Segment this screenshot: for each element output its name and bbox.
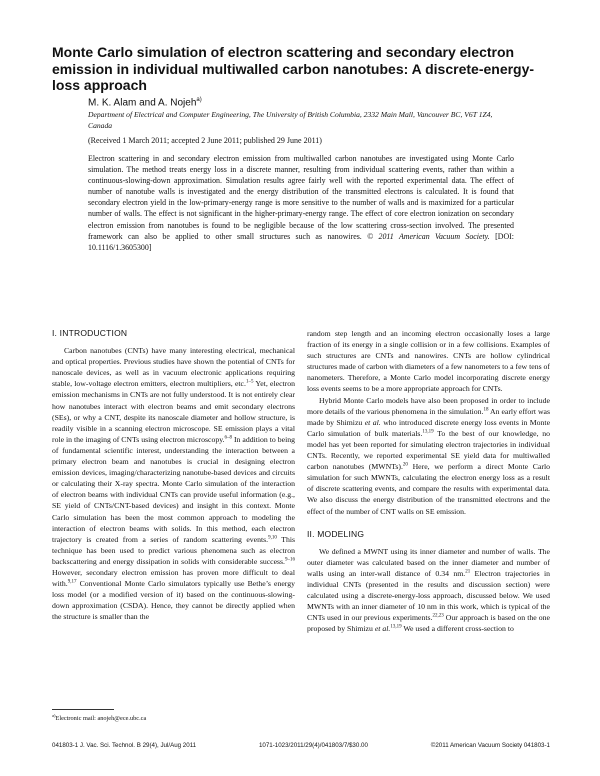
page-footer (52, 742, 550, 749)
citation[interactable]: 9,10 (268, 535, 277, 541)
intro-text-1: Carbon nanotubes (CNTs) have many interesting electrical, mechanical and optical properties. Previous studies have shown the potential of CNTs for nanoscale devices, as well as in vacuum electronic applications requiring stable, low-voltage electron emitters, electron multipliers, etc. (52, 346, 295, 389)
modeling-text-2: Electron trajectories in individual CNTs (presented in the results and discussion section) were calculated using a discrete-energy-loss approach, discussed below. We used MWNTs with an inner diameter of 10 nm in this work, which is typical of the CNTs used in our previous experiments. (307, 568, 550, 623)
modeling-paragraph (307, 546, 550, 635)
right-column (307, 328, 550, 634)
modeling-text-4: We used a different cross-section to (401, 624, 514, 634)
author-line (88, 97, 202, 108)
abstract-copyright: © 2011 American Vacuum Society. (367, 231, 490, 241)
hybrid-text-2: An early effort was made by Shimizu (307, 406, 550, 427)
left-column (52, 328, 295, 622)
hybrid-text-1: Hybrid Monte Carlo models have also been proposed in order to include more details of the various phenomena in the simulation. (307, 395, 550, 416)
citation[interactable]: 1–5 (245, 379, 254, 385)
intro-paragraph (52, 345, 295, 622)
section-heading-modeling: II. MODELING (307, 528, 365, 539)
authors: M. K. Alam and A. Nojeh (88, 97, 197, 109)
abstract-text: Electron scattering in and secondary electron emission from multiwalled carbon nanotubes are investigated using Monte Carlo simulation. The method treats energy loss in a discrete manner, resulting from individual scattering events, rather than within a continuous-slowing-down approximation. Simulation results agree fairly well with the reported experimental data. The effect of number of nanotube walls is investigated and the energy distribution of the transmitted electrons is calculated. It is found that secondary electron yield in the low-primary-energy range is more sensitive to the number of walls and is maximized for a particular number of walls. The effect is not significant in the higher-primary-energy range. The effect of core electron ionization on secondary electron emission from nanotubes is found to be negligible because of the low scattering cross-section involved. The presented framework can also be applied to other small structures such as nanowires. (88, 154, 514, 241)
hybrid-paragraph (307, 395, 550, 517)
intro-text-4: This technique has been used to predict various phenomena such as electron backscattering and energy dissipation in solids with considerable success. (52, 534, 296, 566)
citation[interactable]: 6–8 (224, 435, 232, 441)
paper-title: Monte Carlo simulation of electron scattering and secondary electron emission in individual multiwalled carbon nanotubes: A discrete-energy-loss approach (52, 44, 535, 93)
section-heading-introduction: I. INTRODUCTION (52, 328, 128, 338)
hybrid-text-5: Here, we perform a direct Monte Carlo simulation for such MWNTs, calculating the electron energy loss as a result of discrete scattering events, and compare the results with experimental data. We also discuss the energy distribution of the transmitted electrons and the effect of the number of CNT walls on SE emission. (307, 462, 550, 516)
footnote-mark: a) (52, 713, 56, 718)
continued-paragraph: random step length and an incoming electron occasionally loses a large fraction of its energy in a single collision or in a few collisions. Examples of such structures are CNTs and nanowires. CNTs are hollow cylindrical structures made of carbon with diameters of a few nanometers to a few tens of nanometers. Therefore, a Monte Carlo model incorporating discrete energy loss events seems to be a more appropriate approach for CNTs. (307, 329, 550, 394)
abstract (88, 153, 514, 253)
footer-copyright: ©2011 American Vacuum Society 041803-1 (430, 742, 550, 749)
citation[interactable]: 13,19 (422, 429, 434, 435)
hybrid-text-3: who introduced discrete energy loss events in Monte Carlo simulation of bulk materials. (307, 417, 551, 438)
citation[interactable]: 21 (465, 569, 471, 575)
intro-text-6: Conventional Monte Carlo simulators typically use Bethe’s energy loss model (or a modified version of it) based on the continuous-slowing-down approximation (CSDA). Hence, they cannot be directly applied when the structure is smaller than the (52, 579, 295, 622)
affiliation: Department of Electrical and Computer Engineering, The University of British Columbia, 2332 Main Mall, Vancouver BC, V6T 1Z4, Canada (88, 110, 493, 130)
footnote-rule (52, 709, 114, 710)
footnote (52, 713, 146, 722)
footer-issn: 1071-1023/2011/29(4)/041803/7/$30.00 (258, 742, 368, 749)
modeling-text-1: We defined a MWNT using its inner diameter and number of walls. The outer diameter was calculated based on the inner diameter and number of walls using an inter-wall distance of 0.34 nm. (307, 546, 550, 578)
citation[interactable]: 18 (483, 407, 489, 413)
footer-journal: 041803-1 J. Vac. Sci. Technol. B 29(4), Jul/Aug 2011 (52, 742, 197, 749)
citation[interactable]: 13,19 (390, 624, 402, 630)
et-al: et al. (374, 624, 391, 634)
citation[interactable]: 20 (402, 462, 408, 468)
footnote-email[interactable]: Electronic mail: anojeh@ece.ubc.ca (55, 715, 147, 723)
author-footnote-mark: a) (196, 97, 202, 103)
modeling-text-3: Our approach is based on the one proposed by Shimizu (307, 613, 550, 634)
intro-text-2: Yet, electron emission mechanisms in CNTs are not fully understood. It is not entirely clear how nanotubes interact with electron beams and emit secondary electrons (SEs), or why a CNT, despite its nanoscale diameter and hollow structure, is readily visible in a scanning electron microscope. SE emission plays a vital role in the imaging of CNTs using electron microscopy. (52, 379, 295, 444)
citation[interactable]: 9–16 (285, 557, 295, 563)
et-al: et al. (364, 417, 381, 427)
intro-text-3: In addition to being of fundamental scientific interest, understanding the interaction between a primary electron beam and nanotubes is crucial in designing electron emission devices, imaging/characterizing nanotube-based devices and circuits or calculating their X-ray spectra. Monte Carlo simulation of the interaction of electron beams with individual CNTs can provide useful information (e.g., SE yield of CNTs/CNT-based devices) and insight in this context. Monte Carlo simulation has been the most common approach to modeling the interaction of electron beams with solids. In this method, each electron trajectory is created from a series of random scattering events. (52, 434, 295, 544)
intro-text-5: However, secondary electron emission has proven more difficult to deal with. (52, 567, 295, 589)
hybrid-text-4: To the best of our knowledge, no model has yet been reported for simulating electron trajectories in individual CNTs. Recently, we reported experimental SE yield data for multiwalled carbon nanotubes (MWNTs). (307, 428, 551, 472)
received-dates: (Received 1 March 2011; accepted 2 June 2011; published 29 June 2011) (88, 136, 322, 145)
citation[interactable]: 22,23 (432, 613, 444, 619)
citation[interactable]: 9,17 (67, 579, 77, 585)
abstract-doi[interactable]: [DOI: 10.1116/1.3605300] (88, 231, 514, 252)
